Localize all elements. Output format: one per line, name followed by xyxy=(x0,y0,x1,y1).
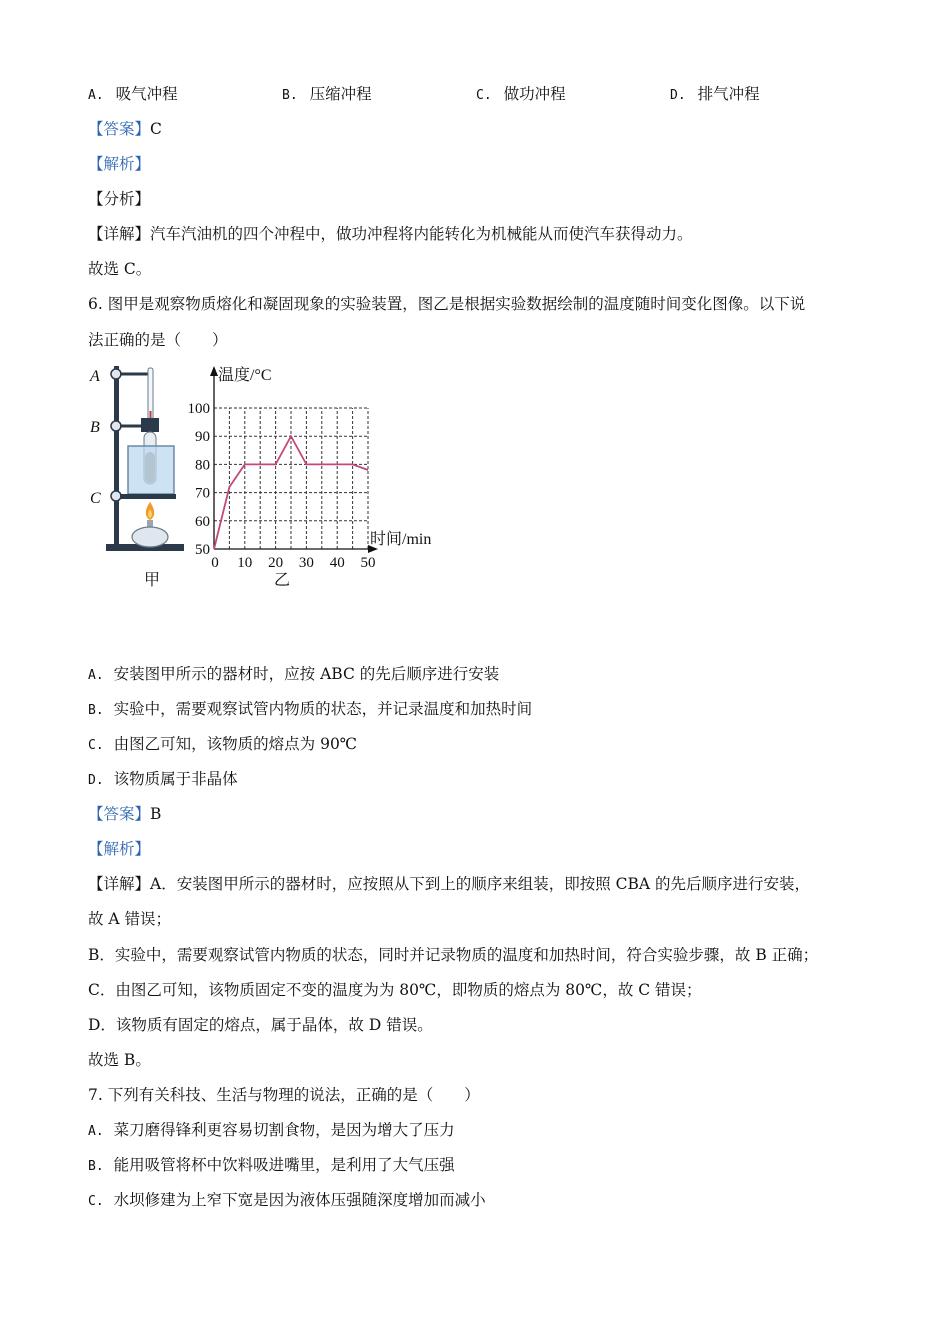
x-tick-label: 0 xyxy=(211,555,219,571)
q6-stem-line1: 6. 图甲是观察物质熔化和凝固现象的实验装置，图乙是根据实验数据绘制的温度随时间变化图像。以下说 xyxy=(88,295,806,313)
label-c: C xyxy=(90,490,101,507)
q6-stem-line2: 法正确的是（ ） xyxy=(88,331,228,349)
x-tick-label: 50 xyxy=(360,555,376,571)
chart-axes xyxy=(210,366,378,553)
q5-conclusion: 故选 C。 xyxy=(88,260,152,278)
clamp-b-holder xyxy=(141,418,159,432)
q6-detail-a: 【详解】A．安装图甲所示的器材时，应按照从下到上的顺序来组装，即按照 CBA 的先后顺序进行安装， xyxy=(88,875,811,893)
q7-option-a: A. 菜刀磨得锋利更容易切割食物，是因为增大了压力 xyxy=(88,1121,455,1139)
q6-conclusion: 故选 B。 xyxy=(88,1051,151,1069)
q5-option-c: C. 做功冲程 xyxy=(476,85,566,103)
x-axis-label: 时间/min xyxy=(370,531,432,548)
q6-option-d: D. 该物质属于非晶体 xyxy=(88,770,238,788)
label-b: B xyxy=(90,419,100,436)
wire-gauze xyxy=(120,494,176,499)
q5-options xyxy=(88,82,868,104)
q5-option-b: B. 压缩冲程 xyxy=(282,85,372,103)
y-tick-label: 80 xyxy=(195,457,210,474)
y-tick-label: 70 xyxy=(195,485,210,502)
y-tick-label: 100 xyxy=(187,401,210,417)
x-tick-label: 30 xyxy=(298,555,314,571)
q6-detail-b: B．实验中，需要观察试管内物质的状态，同时并记录物质的温度和加热时间，符合实验步骤，故 B 正确； xyxy=(88,946,819,964)
q6-detail-c: C．由图乙可知，该物质固定不变的温度为为 80℃，即物质的熔点为 80℃，故 C 错误； xyxy=(88,981,702,999)
q7-stem: 7. 下列有关科技、生活与物理的说法，正确的是（ ） xyxy=(88,1086,480,1104)
x-tick-label: 20 xyxy=(268,555,284,571)
q5-analysis-tag: 【解析】 xyxy=(88,155,151,173)
y-tick-label: 50 xyxy=(195,542,210,558)
q6-detail-d: D．该物质有固定的熔点，属于晶体，故 D 错误。 xyxy=(88,1016,433,1034)
clamp-c-knob xyxy=(111,491,121,501)
label-a: A xyxy=(90,368,100,385)
q7-option-b: B. 能用吸管将杯中饮料吸进嘴里，是利用了大气压强 xyxy=(88,1156,455,1174)
temperature-time-chart xyxy=(188,366,432,589)
q5-option-d: D. 排气冲程 xyxy=(670,85,760,103)
y-axis-label: 温度/°C xyxy=(218,367,272,384)
alcohol-lamp-icon xyxy=(132,527,168,547)
clamp-b-knob xyxy=(111,421,121,431)
q6-option-b: B. 实验中，需要观察试管内物质的状态，并记录温度和加热时间 xyxy=(88,700,533,718)
stand-rod xyxy=(114,366,119,546)
q5-fenxi-tag: 【分析】 xyxy=(88,190,151,208)
q5-answer: 【答案】C xyxy=(88,120,162,138)
q6-option-a: A. 安装图甲所示的器材时，应按 ABC 的先后顺序进行安装 xyxy=(88,665,500,683)
x-tick-label: 10 xyxy=(237,555,253,571)
apparatus-illustration xyxy=(89,366,184,589)
q7-option-c: C. 水坝修建为上窄下宽是因为液体压强随深度增加而减小 xyxy=(88,1191,486,1209)
clamp-a-knob xyxy=(111,369,121,379)
q5-detail: 【详解】汽车汽油机的四个冲程中，做功冲程将内能转化为机械能从而使汽车获得动力。 xyxy=(88,225,693,243)
q6-figure xyxy=(84,356,454,596)
x-tick-label: 40 xyxy=(329,555,345,571)
caption-jia: 甲 xyxy=(144,572,161,589)
y-axis-arrow-icon xyxy=(210,366,218,376)
q6-detail-a-cont: 故 A 错误； xyxy=(88,910,172,928)
q6-figure-svg xyxy=(84,356,454,596)
q6-option-c: C. 由图乙可知，该物质的熔点为 90℃ xyxy=(88,735,358,753)
y-tick-label: 60 xyxy=(195,513,210,530)
chart-grid xyxy=(214,408,368,549)
q6-answer: 【答案】B xyxy=(88,805,162,823)
caption-yi: 乙 xyxy=(274,572,291,589)
q5-option-a: A. 吸气冲程 xyxy=(88,85,178,103)
y-tick-label: 90 xyxy=(195,429,210,446)
q6-analysis-tag: 【解析】 xyxy=(88,840,151,858)
beaker-icon xyxy=(128,446,174,494)
